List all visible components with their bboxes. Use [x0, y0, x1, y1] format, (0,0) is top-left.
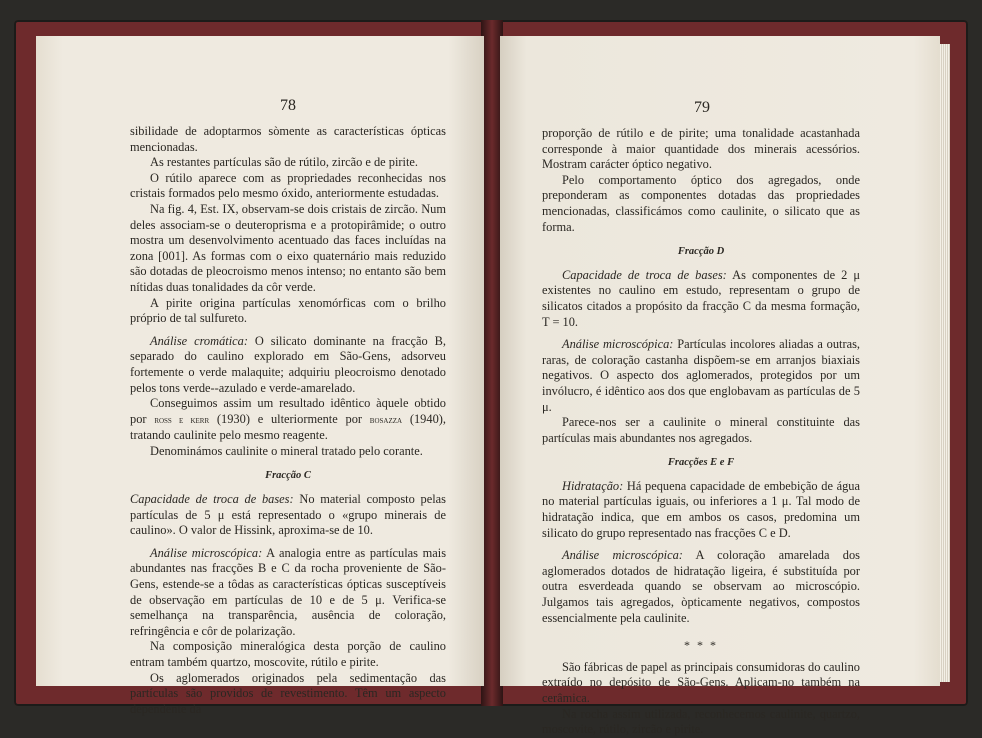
- section-heading: Fracção D: [677, 246, 725, 258]
- paragraph: Os aglomerados originados pela sedimentação das partículas são providos de revestimento. Têm um aspecto dependente da: [130, 670, 446, 716]
- paragraph: Capacidade de troca de bases: No material composto pelas partículas de 5 μ está representado o «grupo minerais de caulino». O valor de Hissink, aproxima-se de 10.: [130, 492, 446, 538]
- paragraph: proporção de rútilo e de pirite; uma tonalidade acastanhada corresponde à maior quantidade dos minerais acessórios. Mostram carácter óptico negativo.: [542, 126, 860, 172]
- paragraph: Denominámos caulinite o mineral tratado pelo corante.: [150, 443, 423, 458]
- paragraph: São fábricas de papel as principais consumidoras do caulino extraído no depósito de São-Gens. Aplicam-no também na cerâmica.: [542, 659, 860, 705]
- paragraph: Análise microscópica: A coloração amarelada dos aglomerados dotados de hidratação ligeira, é substituída por outra esverdeada quando se observam ao microscópio. Julgamos tais agregados, òpticamente negativos, compostos essencialmente pela caulinite.: [542, 548, 861, 625]
- section-label: Hidratação:: [562, 478, 624, 493]
- paragraph: O rútilo aparece com as propriedades reconhecidas nos cristais formados pelo mesmo óxido, anteriormente estudadas.: [130, 170, 446, 201]
- left-page-body: [130, 124, 446, 717]
- left-page: [36, 36, 484, 716]
- paragraph: Análise microscópica: A analogia entre as partículas mais abundantes nas fracções B e C da rocha proveniente de São-Gens, estende-se a tôdas as características ópticas susceptíveis de observação em partículas de 10 e de 5 μ. Verifica-se semelhança na transparência, ausência de coloração, refringência e côr de polarização.: [130, 545, 447, 638]
- author-name: bosazza: [369, 414, 403, 426]
- page-number: 79: [694, 99, 710, 116]
- paragraph: Capacidade de troca de bases: As componentes de 2 μ existentes no caulino em estudo, representam o grupo de silicatos citados a propósito da fracção C da mesma formação, T = 10.: [542, 267, 860, 329]
- paragraph: Conseguimos assim um resultado idêntico àquele obtido por ross e kerr (1930) e ulteriormente por bosazza (1940), tratando caulinite pelo mesmo reagente.: [130, 396, 446, 443]
- right-page: [500, 36, 940, 737]
- paragraph: Análise microscópica: Partículas incolores aliadas a outras, raras, de coloração castanha dispõem-se em arranjos biaxiais negativos. O aspecto dos aglomerados, protegidos por um invólucro, é idêntico aos dos que englobavam as partículas de 5 μ.: [542, 337, 861, 414]
- section-label: Análise microscópica:: [150, 545, 263, 560]
- paragraph: Hidratação: Há pequena capacidade de embebição de água no material partículas iguais, ou inferiores a 1 μ. Tal modo de hidratação indica, que em ambos os casos, predomina um silicato do grupo representado nas fracções C e D.: [542, 478, 860, 540]
- section-heading: Fracções E e F: [667, 457, 735, 469]
- author-name: ross e kerr: [154, 414, 210, 426]
- section-label: Análise cromática:: [150, 333, 248, 348]
- section-label: Capacidade de troca de bases:: [130, 492, 294, 507]
- section-label: Análise microscópica:: [562, 548, 683, 563]
- right-page-body: [542, 126, 860, 738]
- paragraph: Na rocha assim utilizada, reconhecemos caulinite, quartzo, moscovite, rútilo, zircão e pirite.: [542, 706, 860, 737]
- section-heading: Fracção C: [265, 470, 311, 482]
- paragraph: A pirite origina partículas xenomórficas com o brilho próprio de tal sulfureto.: [130, 295, 446, 326]
- paragraph: Na composição mineralógica desta porção de caulino entram também quartzo, moscovite, rútilo e pirite.: [130, 639, 446, 669]
- paragraph: Na fig. 4, Est. IX, observam-se dois cristais de zircão. Num deles associam-se o deuteroprisma e a protopirâmide; o outro mostra um desenvolvimento acentuado das faces incluídas na zona [001]. As formas com o eixo quaternário mais reduzido são dotadas de pleocroismo menos intenso; no entanto são bem nítidas duas tonalidades da côr verde.: [130, 201, 446, 294]
- section-label: Análise microscópica:: [562, 337, 674, 352]
- section-label: Capacidade de troca de bases:: [562, 267, 727, 282]
- page-edges: [940, 44, 950, 682]
- paragraph: sibilidade de adoptarmos sòmente as características ópticas mencionadas.: [130, 124, 446, 154]
- paragraph: Pelo comportamento óptico dos agregados, onde preponderam as componentes dotadas das propriedades mencionadas, classificámos como caulinite, o silicato que as forma.: [542, 172, 860, 234]
- paragraph: As restantes partículas são de rútilo, zircão e de pirite.: [150, 155, 419, 170]
- page-number: 78: [280, 97, 296, 114]
- paragraph: Análise cromática: O silicato dominante na fracção B, separado do caulino explorado em São-Gens, adsorveu fortemente o verde malaquite; adquiriu pleocroismo denotado pelos tons verde--azulado e verde-amarelado.: [130, 333, 446, 395]
- asterism: * * *: [684, 638, 718, 653]
- paragraph: Parece-nos ser a caulinite o mineral constituinte das partículas mais abundantes nos agregados.: [542, 415, 860, 445]
